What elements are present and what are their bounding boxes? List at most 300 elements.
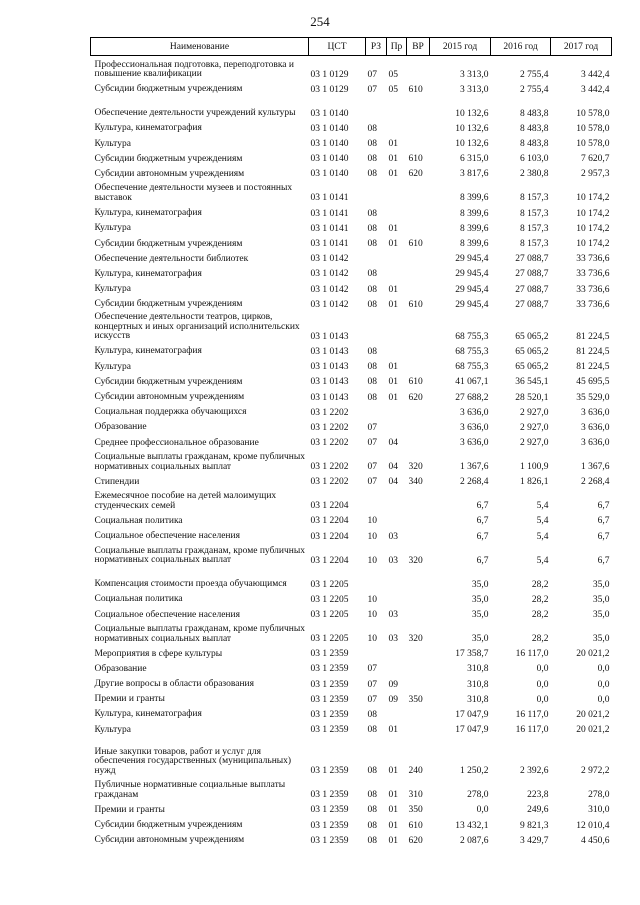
cell-2017: 278,0	[588, 790, 610, 801]
cell-cst: 03 1 2202	[310, 438, 349, 449]
cell-2017: 0,0	[597, 679, 610, 690]
cell-name: Социальные выплаты гражданам, кроме публичных нормативных социальных выплат	[94, 624, 305, 644]
cell-rz: 08	[367, 223, 377, 234]
table-row	[91, 674, 612, 689]
cell-pr	[387, 644, 407, 659]
cell-2017: 35,0	[592, 634, 610, 644]
cell-vr	[407, 264, 430, 279]
cell-name: Обеспечение деятельности музеев и постоянных выставок	[94, 183, 293, 203]
table-row	[91, 487, 612, 511]
cell-name: Культура	[94, 138, 131, 149]
cell-cst: 03 1 0143	[310, 362, 349, 373]
cell-2017: 2 972,2	[581, 766, 610, 777]
cell-cst: 03 1 2359	[310, 835, 349, 846]
cell-name: Иные закупки товаров, работ и услуг для обеспечения государственных (муниципальных) нужд	[94, 746, 292, 776]
cell-vr	[407, 566, 430, 590]
cell-rz: 08	[367, 299, 377, 310]
cell-pr: 01	[388, 820, 398, 831]
cell-2015: 35,0	[471, 594, 489, 605]
cell-2016: 223,8	[527, 790, 549, 801]
header-cst: ЦСТ	[309, 38, 366, 56]
cell-2015: 6,7	[476, 531, 489, 542]
cell-2015: 68 755,3	[455, 331, 489, 342]
cell-2016: 8 157,3	[520, 239, 549, 249]
cell-rz: 08	[367, 392, 377, 403]
cell-pr: 01	[388, 239, 398, 249]
cell-2017: 81 224,5	[576, 362, 610, 373]
cell-2017: 3 636,0	[581, 407, 610, 418]
cell-rz: 07	[367, 84, 377, 95]
cell-pr	[387, 179, 407, 203]
cell-2016: 27 088,7	[515, 269, 549, 280]
table-row	[91, 418, 612, 433]
cell-cst: 03 1 2359	[310, 664, 349, 675]
cell-2017: 10 174,2	[576, 223, 610, 234]
cell-cst: 03 1 0142	[310, 254, 349, 265]
cell-name: Социальные выплаты гражданам, кроме публичных нормативных социальных выплат	[94, 545, 305, 566]
cell-cst: 03 1 0140	[310, 108, 349, 119]
cell-2017: 35 529,0	[576, 392, 610, 403]
cell-vr	[407, 659, 430, 674]
cell-pr: 05	[388, 84, 398, 95]
cell-vr	[407, 644, 430, 659]
cell-2015: 0,0	[476, 805, 489, 816]
cell-2017: 10 578,0	[576, 123, 610, 134]
cell-2017: 10 174,2	[576, 193, 610, 204]
table-row	[91, 620, 612, 644]
cell-rz: 08	[367, 139, 377, 150]
cell-2015: 310,8	[467, 694, 489, 705]
cell-2016: 9 821,3	[520, 820, 549, 831]
cell-name: Социальное обеспечение населения	[94, 609, 240, 620]
cell-cst: 03 1 0140	[310, 169, 349, 180]
cell-2015: 29 945,4	[455, 299, 489, 310]
cell-rz: 08	[367, 239, 377, 249]
cell-vr	[407, 403, 430, 418]
cell-name: Культура, кинематография	[94, 709, 202, 720]
cell-cst: 03 1 2205	[310, 594, 349, 605]
cell-2016: 65 065,2	[515, 362, 549, 373]
cell-name: Субсидии бюджетным учреждениям	[94, 238, 243, 249]
cell-name: Обеспечение деятельности учреждений культуры	[94, 108, 296, 119]
cell-2015: 310,8	[467, 679, 489, 690]
cell-rz: 08	[367, 269, 377, 280]
cell-cst: 03 1 2359	[310, 725, 349, 736]
cell-pr: 03	[388, 531, 398, 542]
cell-2015: 310,8	[467, 664, 489, 675]
cell-2017: 10 174,2	[576, 208, 610, 219]
cell-2015: 17 358,7	[455, 649, 489, 660]
table-row	[91, 134, 612, 149]
cell-2015: 6 315,0	[460, 154, 489, 165]
table-row	[91, 815, 612, 830]
cell-2015: 29 945,4	[455, 254, 489, 265]
table-row	[91, 164, 612, 179]
cell-pr: 03	[388, 555, 398, 566]
cell-2017: 20 021,2	[576, 725, 610, 736]
cell-name: Премии и гранты	[94, 804, 165, 815]
cell-cst: 03 1 2205	[310, 579, 349, 590]
table-row	[91, 566, 612, 590]
cell-cst: 03 1 2204	[310, 501, 349, 512]
cell-2015: 8 399,6	[460, 239, 489, 249]
cell-cst: 03 1 2202	[310, 477, 349, 488]
cell-2017: 6,7	[597, 501, 610, 512]
cell-2016: 28,2	[531, 634, 549, 644]
table-body	[91, 56, 612, 846]
table-row	[91, 472, 612, 487]
cell-rz: 08	[367, 169, 377, 180]
cell-rz: 08	[367, 377, 377, 388]
cell-vr	[407, 310, 430, 342]
cell-name: Обеспечение деятельности театров, цирков, концертных и иных организаций исполнительских искусств	[94, 312, 300, 342]
cell-rz	[366, 310, 387, 342]
cell-vr	[407, 605, 430, 620]
cell-vr	[407, 249, 430, 264]
cell-rz: 10	[367, 610, 377, 620]
cell-vr	[407, 433, 430, 448]
cell-cst: 03 1 2359	[310, 790, 349, 801]
cell-rz	[366, 487, 387, 511]
cell-rz: 08	[367, 123, 377, 134]
cell-cst: 03 1 0141	[310, 208, 349, 219]
table-row	[91, 119, 612, 134]
cell-vr: 610	[408, 239, 423, 249]
cell-rz: 10	[367, 634, 377, 644]
cell-vr	[407, 526, 430, 541]
header-2016: 2016 год	[491, 38, 551, 56]
cell-2016: 2 755,4	[520, 69, 549, 80]
cell-vr	[407, 342, 430, 357]
table-header-row	[91, 38, 612, 56]
cell-2017: 310,0	[588, 805, 610, 816]
cell-2016: 16 117,0	[515, 725, 549, 736]
cell-vr: 310	[408, 790, 423, 801]
cell-2017: 10 578,0	[576, 139, 610, 150]
cell-rz: 07	[367, 679, 377, 690]
table-row	[91, 720, 612, 735]
cell-rz: 08	[367, 346, 377, 357]
cell-pr	[387, 249, 407, 264]
cell-vr	[407, 219, 430, 234]
table-row	[91, 342, 612, 357]
cell-cst: 03 1 2202	[310, 462, 349, 473]
table-row	[91, 219, 612, 234]
cell-name: Субсидии бюджетным учреждениям	[94, 84, 243, 95]
cell-pr	[387, 566, 407, 590]
cell-rz: 07	[367, 462, 377, 473]
cell-2016: 65 065,2	[515, 346, 549, 357]
cell-name: Субсидии автономным учреждениям	[94, 835, 245, 846]
table-row	[91, 403, 612, 418]
cell-2016: 8 483,8	[520, 108, 549, 119]
cell-2017: 3 442,4	[581, 84, 610, 95]
cell-rz: 10	[367, 555, 377, 566]
cell-vr	[407, 590, 430, 605]
cell-cst: 03 1 0141	[310, 239, 349, 249]
table-row	[91, 448, 612, 472]
cell-rz: 07	[367, 69, 377, 80]
cell-name: Другие вопросы в области образования	[94, 679, 254, 690]
table-row	[91, 776, 612, 800]
cell-name: Социальная политика	[94, 594, 183, 605]
cell-name: Культура	[94, 361, 131, 372]
table-row	[91, 526, 612, 541]
cell-pr: 05	[388, 69, 398, 80]
cell-rz	[366, 179, 387, 203]
table-row	[91, 203, 612, 218]
cell-vr: 320	[408, 555, 423, 566]
cell-cst: 03 1 2204	[310, 531, 349, 542]
cell-2016: 2 927,0	[520, 438, 549, 449]
cell-2015: 2 268,4	[460, 477, 489, 488]
cell-name: Компенсация стоимости проезда обучающимся	[94, 579, 287, 590]
cell-2015: 68 755,3	[455, 346, 489, 357]
cell-2015: 3 636,0	[460, 407, 489, 418]
cell-pr: 01	[388, 835, 398, 846]
table-row	[91, 372, 612, 387]
cell-2015: 2 087,6	[460, 835, 489, 846]
cell-2016: 249,6	[527, 805, 549, 816]
cell-2015: 29 945,4	[455, 284, 489, 295]
table-row	[91, 590, 612, 605]
cell-2017: 2 268,4	[581, 477, 610, 488]
cell-rz	[366, 95, 387, 119]
cell-pr: 01	[388, 766, 398, 777]
header-pr: Пр	[387, 38, 407, 56]
cell-pr: 01	[388, 377, 398, 388]
cell-2017: 20 021,2	[576, 649, 610, 660]
cell-name: Профессиональная подготовка, переподготовка и повышение квалификации	[94, 59, 294, 79]
cell-name: Социальная поддержка обучающихся	[94, 407, 247, 418]
cell-2017: 3 442,4	[581, 69, 610, 80]
cell-2015: 10 132,6	[455, 108, 489, 119]
cell-2016: 6 103,0	[520, 154, 549, 165]
cell-cst: 03 1 0142	[310, 284, 349, 295]
cell-2015: 35,0	[471, 634, 489, 644]
cell-2016: 28,2	[531, 594, 549, 605]
cell-rz: 07	[367, 422, 377, 433]
cell-pr: 01	[388, 169, 398, 180]
cell-vr: 340	[408, 477, 423, 488]
cell-2016: 28,2	[531, 579, 549, 590]
cell-pr: 04	[388, 438, 398, 449]
budget-table	[90, 37, 612, 846]
table-row	[91, 310, 612, 342]
table-row	[91, 264, 612, 279]
cell-2015: 3 313,0	[460, 84, 489, 95]
cell-2017: 2 957,3	[581, 169, 610, 180]
cell-2017: 10 578,0	[576, 108, 610, 119]
cell-cst: 03 1 0129	[310, 84, 349, 95]
cell-vr	[407, 134, 430, 149]
cell-cst: 03 1 0142	[310, 299, 349, 310]
cell-2015: 10 132,6	[455, 123, 489, 134]
cell-name: Социальное обеспечение населения	[94, 531, 240, 542]
cell-2015: 35,0	[471, 610, 489, 620]
cell-pr: 01	[388, 299, 398, 310]
cell-pr	[387, 119, 407, 134]
cell-2016: 28 520,1	[515, 392, 549, 403]
cell-pr: 01	[388, 139, 398, 150]
cell-pr	[387, 342, 407, 357]
cell-2016: 16 117,0	[515, 649, 549, 660]
cell-2017: 0,0	[597, 664, 610, 675]
cell-name: Культура	[94, 223, 131, 234]
cell-vr	[407, 705, 430, 720]
cell-2016: 1 100,9	[520, 462, 549, 473]
cell-2016: 65 065,2	[515, 331, 549, 342]
cell-cst: 03 1 2204	[310, 516, 349, 527]
cell-rz: 08	[367, 766, 377, 777]
cell-rz: 08	[367, 805, 377, 816]
cell-2015: 10 132,6	[455, 139, 489, 150]
cell-rz: 08	[367, 820, 377, 831]
cell-2015: 3 636,0	[460, 438, 489, 449]
table-row	[91, 735, 612, 776]
cell-2017: 1 367,6	[581, 462, 610, 473]
table-row	[91, 705, 612, 720]
cell-cst: 03 1 0143	[310, 331, 349, 342]
cell-2016: 8 483,8	[520, 139, 549, 150]
cell-2017: 12 010,4	[576, 820, 610, 831]
cell-cst: 03 1 0143	[310, 346, 349, 357]
cell-2016: 1 826,1	[520, 477, 549, 488]
cell-2016: 2 927,0	[520, 422, 549, 433]
cell-2017: 3 636,0	[581, 422, 610, 433]
table-row	[91, 80, 612, 95]
cell-2016: 5,4	[536, 555, 549, 566]
cell-cst: 03 1 0141	[310, 193, 349, 204]
cell-vr: 610	[408, 84, 423, 95]
cell-cst: 03 1 2359	[310, 805, 349, 816]
cell-pr	[387, 310, 407, 342]
cell-vr	[407, 511, 430, 526]
cell-2016: 0,0	[536, 664, 549, 675]
cell-rz: 08	[367, 709, 377, 720]
cell-pr: 01	[388, 362, 398, 373]
cell-2017: 4 450,6	[581, 835, 610, 846]
cell-name: Культура	[94, 284, 131, 295]
cell-name: Субсидии автономным учреждениям	[94, 392, 245, 402]
cell-name: Культура	[94, 724, 131, 735]
table-row	[91, 249, 612, 264]
cell-2016: 8 157,3	[520, 223, 549, 234]
cell-name: Культура, кинематография	[94, 268, 202, 279]
cell-cst: 03 1 2204	[310, 555, 349, 566]
cell-vr	[407, 56, 430, 80]
cell-2015: 35,0	[471, 579, 489, 590]
cell-pr: 01	[388, 392, 398, 403]
cell-2017: 35,0	[592, 579, 610, 590]
cell-rz: 07	[367, 664, 377, 675]
cell-2017: 45 695,5	[576, 377, 610, 388]
table-row	[91, 234, 612, 249]
header-vr: ВР	[407, 38, 430, 56]
cell-2015: 6,7	[476, 516, 489, 527]
cell-2015: 41 067,1	[455, 377, 489, 388]
cell-cst: 03 1 0140	[310, 123, 349, 134]
cell-2016: 2 927,0	[520, 407, 549, 418]
cell-pr: 03	[388, 610, 398, 620]
table-row	[91, 279, 612, 294]
cell-rz	[366, 403, 387, 418]
cell-name: Публичные нормативные социальные выплаты гражданам	[94, 780, 286, 800]
cell-rz: 10	[367, 594, 377, 605]
cell-pr	[387, 487, 407, 511]
cell-vr: 610	[408, 820, 423, 831]
cell-name: Премии и гранты	[94, 694, 165, 705]
header-2017: 2017 год	[551, 38, 612, 56]
cell-vr: 240	[408, 766, 423, 777]
cell-cst: 03 1 2202	[310, 407, 349, 418]
cell-name: Культура, кинематография	[94, 346, 202, 357]
cell-pr	[387, 264, 407, 279]
cell-cst: 03 1 2359	[310, 766, 349, 777]
cell-2016: 8 157,3	[520, 208, 549, 219]
cell-2017: 35,0	[592, 610, 610, 620]
cell-rz: 08	[367, 725, 377, 736]
table-row	[91, 659, 612, 674]
cell-cst: 03 1 0143	[310, 377, 349, 388]
cell-cst: 03 1 2359	[310, 649, 349, 660]
cell-name: Ежемесячное пособие на детей малоимущих студенческих семей	[94, 491, 277, 511]
cell-pr	[387, 590, 407, 605]
table-row	[91, 357, 612, 372]
cell-vr	[407, 95, 430, 119]
cell-vr: 610	[408, 154, 423, 165]
cell-name: Культура, кинематография	[94, 208, 202, 219]
cell-cst: 03 1 0140	[310, 154, 349, 165]
cell-vr: 320	[408, 462, 423, 473]
cell-rz: 08	[367, 154, 377, 165]
cell-2016: 3 429,7	[520, 835, 549, 846]
cell-name: Культура, кинематография	[94, 123, 202, 134]
cell-2017: 33 736,6	[576, 269, 610, 280]
cell-2016: 27 088,7	[515, 299, 549, 310]
cell-vr: 610	[408, 377, 423, 388]
cell-rz: 08	[367, 284, 377, 295]
cell-cst: 03 1 0129	[310, 69, 349, 80]
cell-rz: 10	[367, 531, 377, 542]
cell-rz: 07	[367, 438, 377, 449]
cell-name: Социальные выплаты гражданам, кроме публичных нормативных социальных выплат	[94, 452, 305, 472]
cell-2016: 5,4	[536, 516, 549, 527]
cell-2015: 3 817,6	[460, 169, 489, 180]
table-row	[91, 179, 612, 203]
cell-2015: 3 313,0	[460, 69, 489, 80]
cell-vr	[407, 720, 430, 735]
cell-vr	[407, 119, 430, 134]
cell-2015: 8 399,6	[460, 208, 489, 219]
page-number: 254	[310, 14, 330, 29]
cell-2017: 33 736,6	[576, 284, 610, 295]
cell-cst: 03 1 2359	[310, 694, 349, 705]
cell-vr	[407, 487, 430, 511]
table-row	[91, 800, 612, 815]
cell-name: Субсидии бюджетным учреждениям	[94, 299, 243, 310]
cell-2015: 68 755,3	[455, 362, 489, 373]
table-row	[91, 831, 612, 846]
cell-vr: 620	[408, 392, 423, 403]
cell-vr: 620	[408, 169, 423, 180]
cell-2016: 0,0	[536, 679, 549, 690]
cell-pr: 01	[388, 223, 398, 234]
cell-name: Субсидии бюджетным учреждениям	[94, 153, 243, 164]
cell-2016: 8 483,8	[520, 123, 549, 134]
cell-cst: 03 1 2202	[310, 422, 349, 433]
cell-name: Среднее профессиональное образование	[94, 437, 259, 448]
